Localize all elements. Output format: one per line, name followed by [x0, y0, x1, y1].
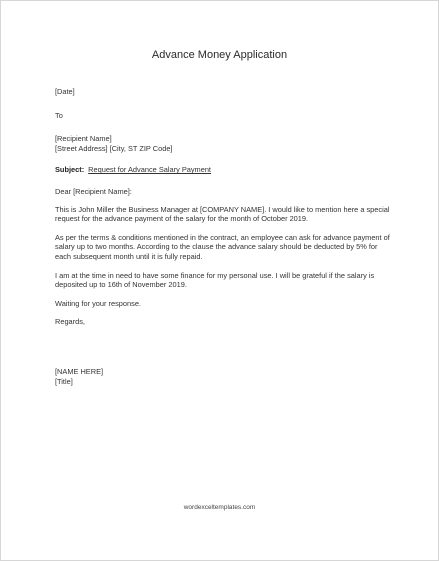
subject-label: Subject:	[55, 165, 85, 175]
subject-line	[55, 165, 395, 175]
paragraph-2: As per the terms & conditions mentioned in the contract, an employee can ask for advance payment of salary up to two months. According to the clause the advance salary should be deducted by 5% for each subsequent month until it is fully repaid.	[55, 232, 390, 261]
date-line: [Date]	[55, 87, 75, 96]
to-line: To	[55, 110, 63, 120]
salutation: Dear [Recipient Name]:	[55, 186, 132, 196]
subject-text: Request for Advance Salary Payment	[88, 165, 211, 175]
paragraph-4: Waiting for your response.	[55, 298, 141, 308]
footer-website: wordexceltemplates.com	[183, 504, 256, 511]
signer-title: [Title]	[55, 376, 73, 386]
recipient-name: [Recipient Name]	[55, 134, 112, 144]
signer-name: [NAME HERE]	[55, 366, 104, 376]
recipient-address: [Street Address] [City, ST ZIP Code]	[55, 143, 173, 153]
letter-body	[55, 87, 395, 386]
document-title: Advance Money Application	[151, 49, 288, 61]
paragraph-1: This is John Miller the Business Manager at [COMPANY NAME]. I would like to mention here a special request for the advance payment of the salary for the month of October 2019.	[55, 204, 390, 224]
closing: Regards,	[55, 317, 85, 327]
paragraph-3: I am at the time in need to have some finance for my personal use. I will be grateful if the salary is deposited up to 16th of November 2019.	[55, 270, 375, 290]
